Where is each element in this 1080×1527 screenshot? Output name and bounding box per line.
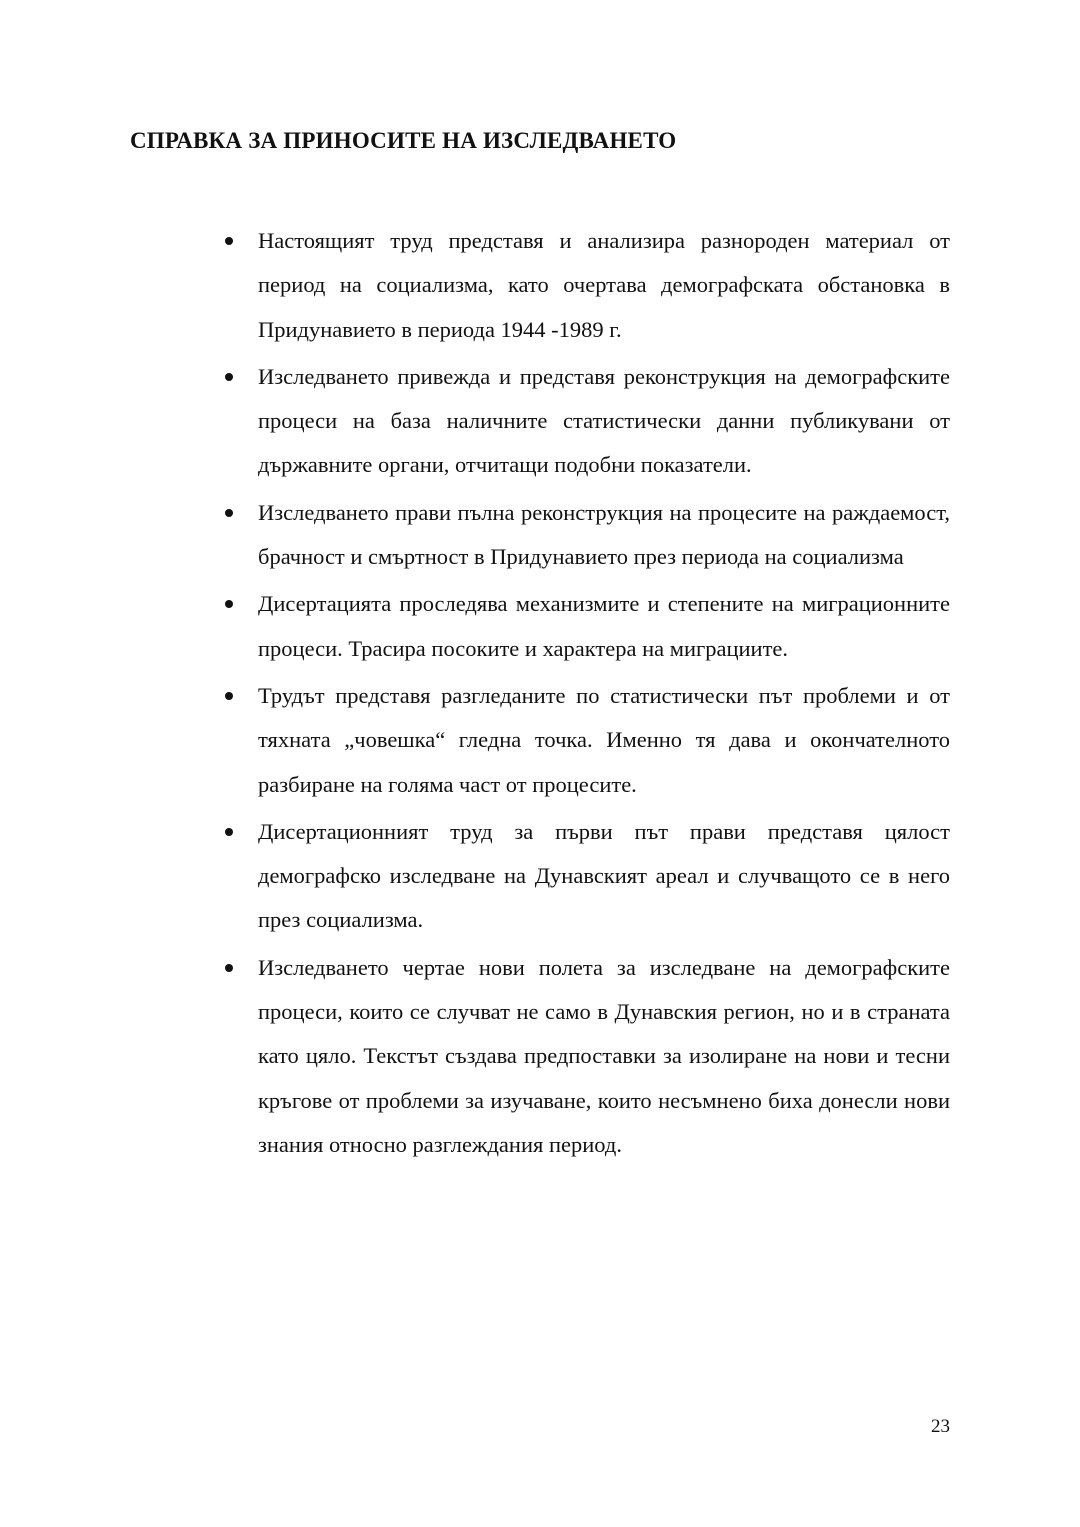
list-item-text: Трудът представя разгледаните по статистически път проблеми и от тяхната „човешка“ гледна точка. Именно тя дава и окончателното разбиране на голяма част от процесите. xyxy=(258,682,950,797)
list-item xyxy=(258,810,950,943)
bullet-icon xyxy=(225,692,233,700)
list-item-text: Дисертационният труд за първи път прави представя цялост демографско изследване на Дунавският ареал и случващото се в него през социализма. xyxy=(258,818,950,933)
list-item xyxy=(258,582,950,671)
list-item-text: Настоящият труд представя и анализира разнороден материал от период на социализма, като очертава демографската обстановка в Придунавието в периода 1944 -1989 г. xyxy=(258,228,950,342)
bullet-icon xyxy=(225,373,233,381)
list-item xyxy=(258,355,950,488)
list-item-text: Дисертацията проследява механизмите и степените на миграционните процеси. Трасира посоките и характера на миграциите. xyxy=(258,591,950,661)
bullet-icon xyxy=(225,600,233,608)
bullet-icon xyxy=(225,237,233,245)
bullet-icon xyxy=(225,509,233,517)
list-item xyxy=(258,946,950,1167)
page-number: 23 xyxy=(931,1416,950,1437)
contributions-list xyxy=(258,219,950,1170)
list-item xyxy=(258,674,950,807)
bullet-icon xyxy=(225,828,233,836)
list-item-text: Изследването прави пълна реконструкция на процесите на раждаемост, брачност и смъртност в Придунавието през периода на социализма xyxy=(258,499,950,570)
list-item xyxy=(258,491,950,580)
bullet-icon xyxy=(225,964,233,972)
list-item xyxy=(258,219,950,352)
list-item-text: Изследването привежда и представя реконструкция на демографските процеси на база наличните статистически данни публикувани от държавните органи, отчитащи подобни показатели. xyxy=(258,363,950,478)
page-title: СПРАВКА ЗА ПРИНОСИТЕ НА ИЗСЛЕДВАНЕТО xyxy=(130,128,677,153)
list-item-text: Изследването чертае нови полета за изследване на демографските процеси, които се случват не само в Дунавския регион, но и в страната като цяло. Текстът създава предпоставки за изолиране на нови и тесни кръгове от проблеми за изучаване, които несъмнено биха донесли нови знания относно разглеждания период. xyxy=(258,954,950,1157)
